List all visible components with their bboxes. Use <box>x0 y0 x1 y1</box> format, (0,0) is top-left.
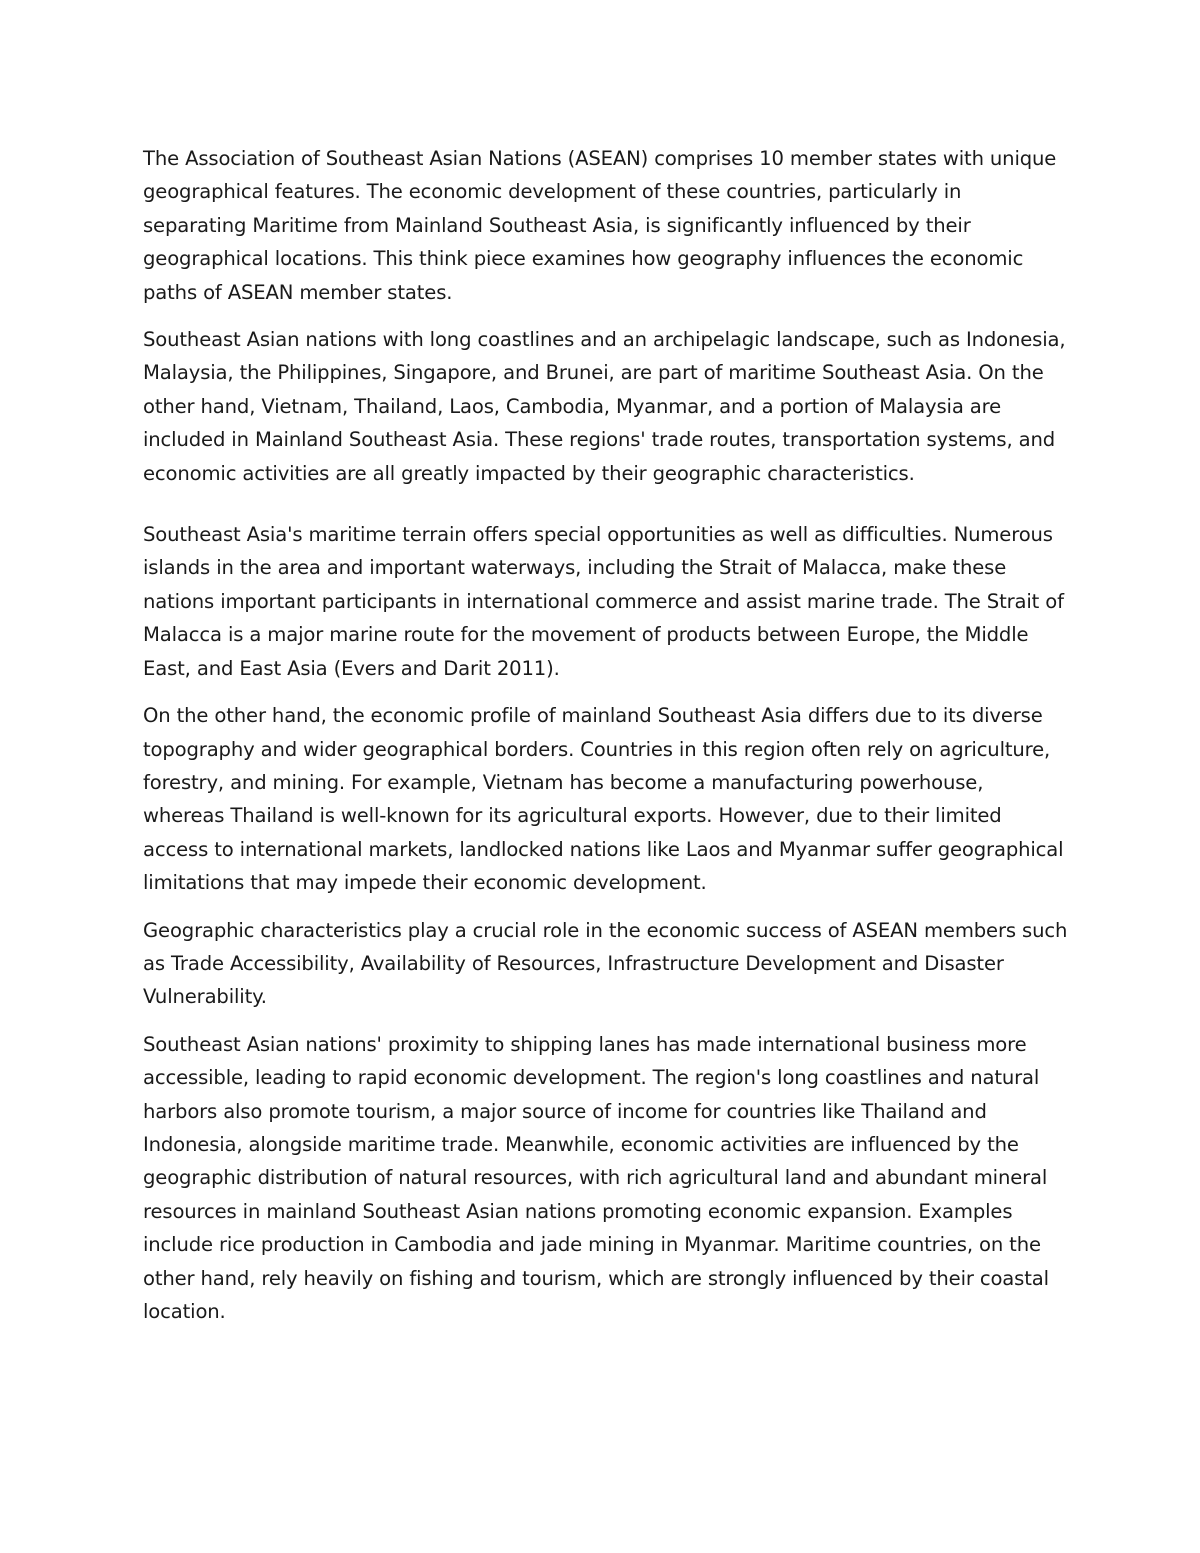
document-body <box>143 142 1068 1342</box>
paragraph-proximity: Southeast Asian nations' proximity to shipping lanes has made international business more accessible, leading to rapid economic development. The region's long coastlines and natural harbors also promote tourism, a major source of income for countries like Thailand and Indonesia, alongside maritime trade. Meanwhile, economic activities are influenced by the geographic distribution of natural resources, with rich agricultural land and abundant mineral resources in mainland Southeast Asian nations promoting economic expansion. Examples include rice production in Cambodia and jade mining in Myanmar. Maritime countries, on the other hand, rely heavily on fishing and tourism, which are strongly influenced by their coastal location. <box>143 1032 1049 1323</box>
paragraph-introduction: The Association of Southeast Asian Nations (ASEAN) comprises 10 member states with unique geographical features. The economic development of these countries, particularly in separating Maritime from Mainland Southeast Asia, is significantly influenced by their geographical locations. This think piece examines how geography influences the economic paths of ASEAN member states. <box>143 147 1057 304</box>
paragraph-characteristics: Geographic characteristics play a crucial role in the economic success of ASEAN members such as Trade Accessibility, Availability of Resources, Infrastructure Development and Disaster Vulnerability. <box>143 918 1068 1009</box>
paragraph-mainland: On the other hand, the economic profile of mainland Southeast Asia differs due to its diverse topography and wider geographical borders. Countries in this region often rely on agriculture, forestry, and mining. For example, Vietnam has become a manufacturing powerhouse, whereas Thailand is well-known for its agricultural exports. However, due to their limited access to international markets, landlocked nations like Laos and Myanmar suffer geographical limitations that may impede their economic development. <box>143 704 1064 895</box>
paragraph-maritime: Southeast Asia's maritime terrain offers special opportunities as well as difficulties. Numerous islands in the area and important waterways, including the Strait of Malacca, make these nations important participants in international commerce and assist marine trade. The Strait of Malacca is a major marine route for the movement of products between Europe, the Middle East, and East Asia (Evers and Darit 2011). <box>143 523 1064 680</box>
paragraph-regions: Southeast Asian nations with long coastlines and an archipelagic landscape, such as Indonesia, Malaysia, the Philippines, Singapore, and Brunei, are part of maritime Southeast Asia. On the other hand, Vietnam, Thailand, Laos, Cambodia, Myanmar, and a portion of Malaysia are included in Mainland Southeast Asia. These regions' trade routes, transportation systems, and economic activities are all greatly impacted by their geographic characteristics. <box>143 328 1066 485</box>
